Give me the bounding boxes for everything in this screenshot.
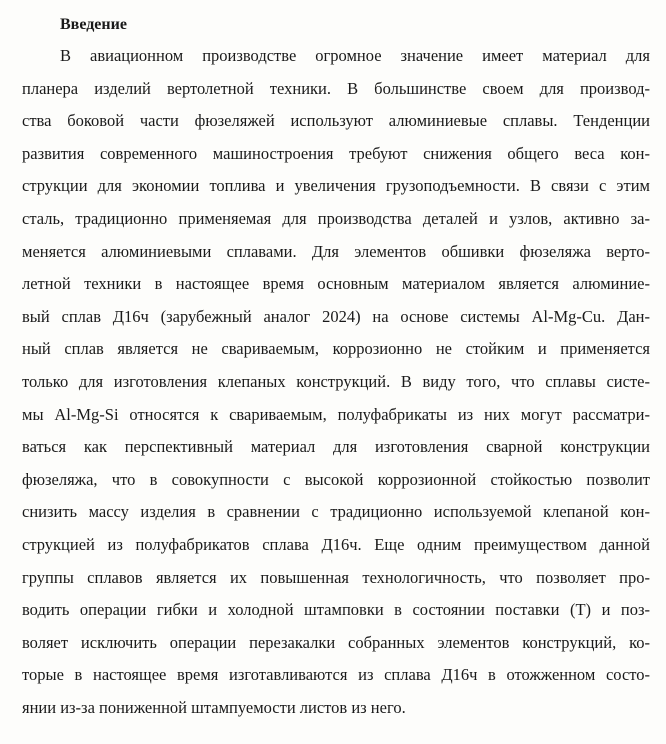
paragraph-line: ваться как перспективный материал для изготовления сварной конструкции <box>22 437 650 457</box>
section-heading: Введение <box>60 16 127 33</box>
paragraph-line: летной техники в настоящее время основным материалом является алюминие- <box>22 274 650 294</box>
paragraph-line: только для изготовления клепаных конструкций. В виду того, что сплавы систе- <box>22 371 650 391</box>
paragraph-line: янии из-за пониженной штампуемости листов из него. <box>22 697 406 717</box>
paragraph-line: сталь, традиционно применяемая для производства деталей и узлов, активно за- <box>22 208 650 228</box>
paragraph-line: ный сплав является не свариваемым, коррозионно не стойким и применяется <box>22 339 650 359</box>
paragraph-line: торые в настоящее время изготавливаются из сплава Д16ч в отожженном состо- <box>22 665 650 685</box>
paragraph-line: водить операции гибки и холодной штамповки в состоянии поставки (Т) и поз- <box>22 600 650 620</box>
paragraph-line: вый сплав Д16ч (зарубежный аналог 2024) на основе системы Al-Mg-Cu. Дан- <box>22 306 650 326</box>
paragraph-line: воляет исключить операции перезакалки собранных элементов конструкций, ко- <box>22 632 650 652</box>
paragraph-line: снизить массу изделия в сравнении с традиционно используемой клепаной кон- <box>22 502 650 522</box>
paragraph-line: струкцией из полуфабрикатов сплава Д16ч. Еще одним преимуществом данной <box>22 534 650 554</box>
paragraph-line: планера изделий вертолетной техники. В большинстве своем для производ- <box>22 78 650 98</box>
body-paragraph <box>22 40 656 724</box>
paragraph-line: ства боковой части фюзеляжей используют алюминиевые сплавы. Тенденции <box>22 111 650 131</box>
paragraph-line: меняется алюминиевыми сплавами. Для элементов обшивки фюзеляжа верто- <box>22 241 650 261</box>
paragraph-line: развития современного машиностроения требуют снижения общего веса кон- <box>22 143 650 163</box>
paragraph-line: группы сплавов является их повышенная технологичность, что позволяет про- <box>22 567 650 587</box>
paragraph-line: мы Al-Mg-Si относятся к свариваемым, полуфабрикаты из них могут рассматри- <box>22 404 650 424</box>
paragraph-line: В авиационном производстве огромное значение имеет материал для <box>60 46 650 65</box>
paragraph-line: струкции для экономии топлива и увеличения грузоподъемности. В связи с этим <box>22 176 650 196</box>
paragraph-line: фюзеляжа, что в совокупности с высокой коррозионной стойкостью позволит <box>22 469 650 489</box>
